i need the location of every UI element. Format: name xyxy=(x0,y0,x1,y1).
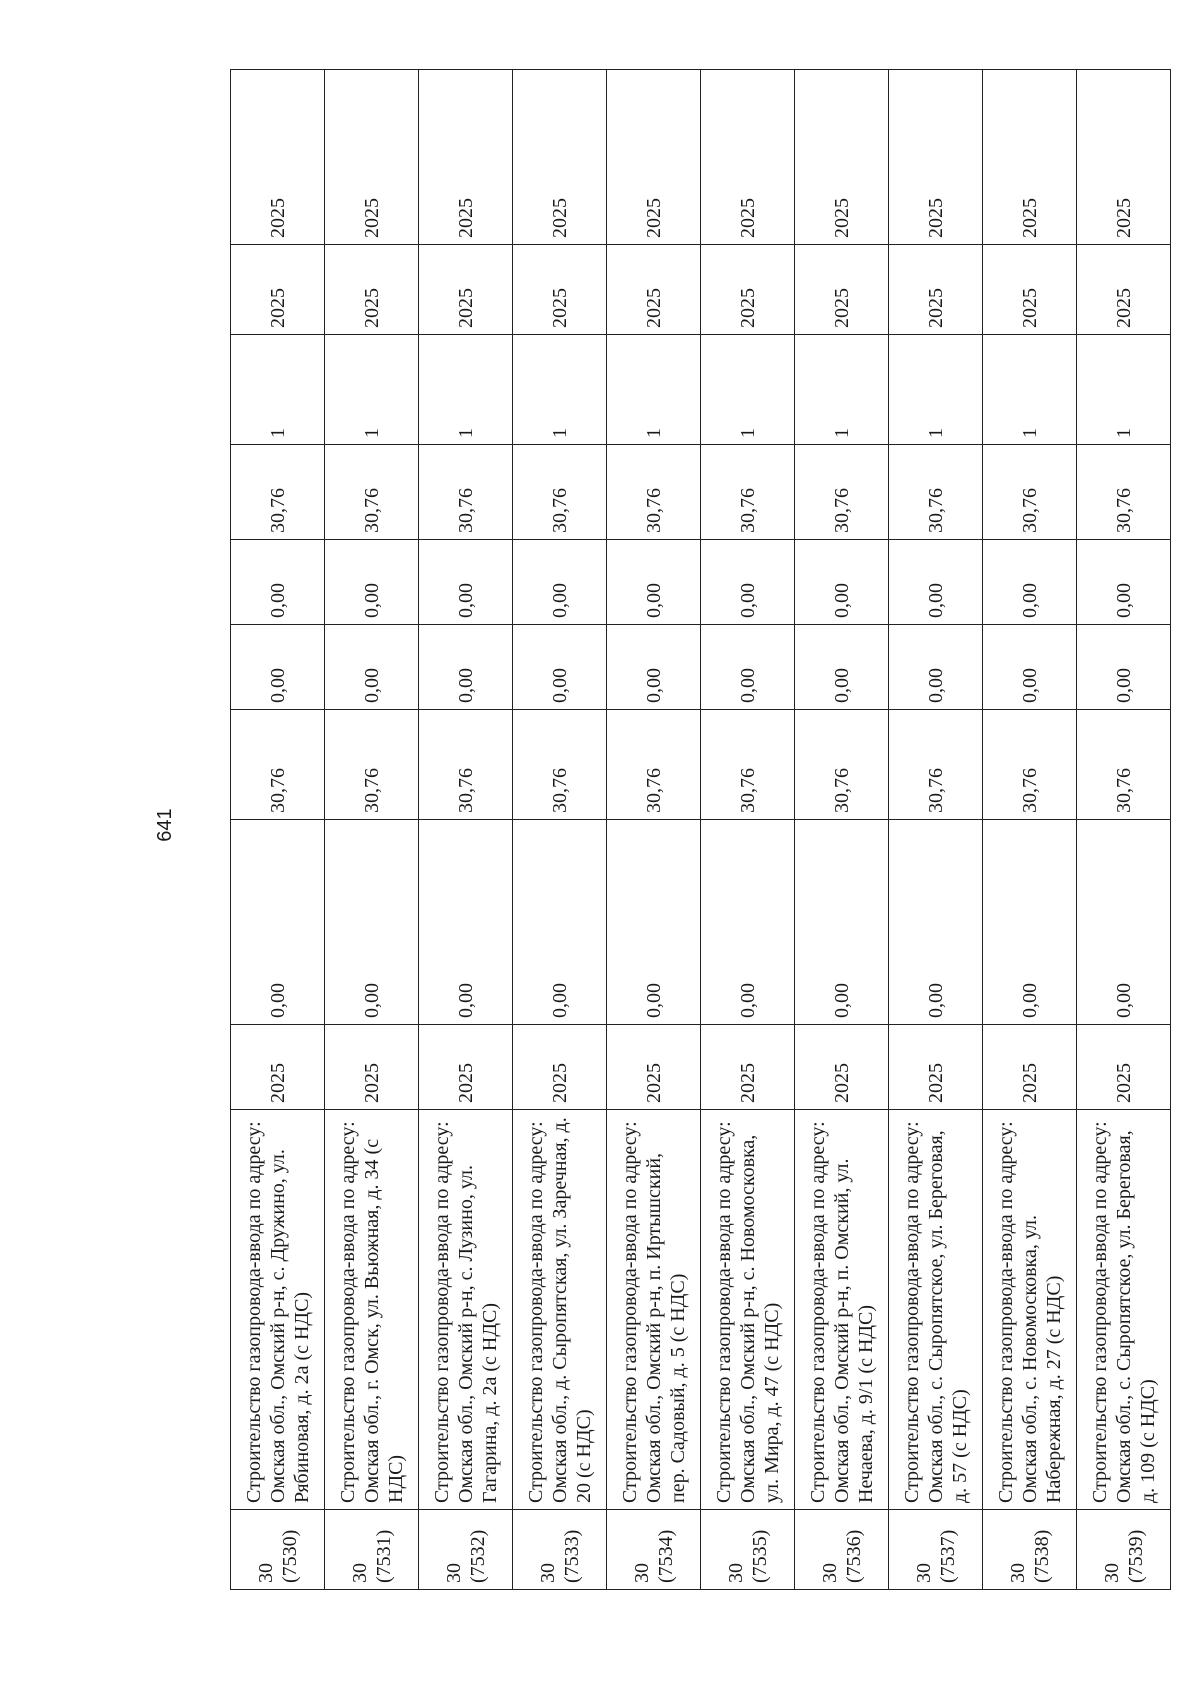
row-number: 30 xyxy=(536,1563,559,1583)
row-value-3: 0,00 xyxy=(983,625,1077,710)
row-year-end: 2025 xyxy=(701,70,795,245)
table-row xyxy=(231,70,325,1590)
investment-table xyxy=(230,69,1171,1590)
row-code: (7532) xyxy=(466,1529,489,1583)
row-value-4: 0,00 xyxy=(325,540,419,625)
row-description: Строительство газопровода-ввода по адресу: Омская обл., Омский р-н, с. Дружино, ул. Рябиновая, д. 2а (с НДС) xyxy=(231,1110,325,1510)
row-value-2: 30,76 xyxy=(983,710,1077,820)
row-year-end: 2025 xyxy=(231,70,325,245)
row-number-cell xyxy=(607,1510,701,1590)
table-row xyxy=(701,70,795,1590)
row-year-start: 2025 xyxy=(701,245,795,335)
row-value-5: 30,76 xyxy=(513,445,607,540)
row-value-5: 30,76 xyxy=(701,445,795,540)
row-number-cell xyxy=(701,1510,795,1590)
row-year: 2025 xyxy=(889,1025,983,1110)
row-value-4: 0,00 xyxy=(231,540,325,625)
row-code: (7535) xyxy=(748,1529,771,1583)
row-value-4: 0,00 xyxy=(607,540,701,625)
row-year-start: 2025 xyxy=(1077,245,1171,335)
row-code: (7534) xyxy=(654,1529,677,1583)
row-year-end: 2025 xyxy=(419,70,513,245)
row-number: 30 xyxy=(1100,1563,1123,1583)
row-year: 2025 xyxy=(513,1025,607,1110)
row-value-3: 0,00 xyxy=(889,625,983,710)
row-number-cell xyxy=(983,1510,1077,1590)
rotated-page xyxy=(150,70,1159,1590)
row-number: 30 xyxy=(724,1563,747,1583)
row-description: Строительство газопровода-ввода по адресу: Омская обл., Омский р-н, п. Иртышский, пер. Садовый, д. 5 (с НДС) xyxy=(607,1110,701,1510)
row-description: Строительство газопровода-ввода по адресу: Омская обл., с. Новомосковка, ул. Набережная, д. 27 (с НДС) xyxy=(983,1110,1077,1510)
row-year-start: 2025 xyxy=(231,245,325,335)
row-year-start: 2025 xyxy=(325,245,419,335)
row-value-1: 0,00 xyxy=(325,820,419,1025)
row-year-end: 2025 xyxy=(795,70,889,245)
row-value-4: 0,00 xyxy=(1077,540,1171,625)
row-year-start: 2025 xyxy=(419,245,513,335)
row-year-end: 2025 xyxy=(325,70,419,245)
row-value-4: 0,00 xyxy=(701,540,795,625)
row-value-3: 0,00 xyxy=(325,625,419,710)
row-number-cell xyxy=(231,1510,325,1590)
row-count: 1 xyxy=(513,335,607,445)
row-number-cell xyxy=(889,1510,983,1590)
row-count: 1 xyxy=(983,335,1077,445)
table-row xyxy=(983,70,1077,1590)
row-value-3: 0,00 xyxy=(419,625,513,710)
row-year-start: 2025 xyxy=(607,245,701,335)
row-value-1: 0,00 xyxy=(513,820,607,1025)
row-year: 2025 xyxy=(1077,1025,1171,1110)
row-year: 2025 xyxy=(795,1025,889,1110)
row-year: 2025 xyxy=(701,1025,795,1110)
row-number-cell xyxy=(513,1510,607,1590)
row-value-1: 0,00 xyxy=(419,820,513,1025)
row-count: 1 xyxy=(1077,335,1171,445)
row-value-3: 0,00 xyxy=(795,625,889,710)
page-number: 641 xyxy=(154,808,176,842)
table-row xyxy=(419,70,513,1590)
row-code: (7533) xyxy=(560,1529,583,1583)
table-row xyxy=(889,70,983,1590)
table-row xyxy=(795,70,889,1590)
row-count: 1 xyxy=(795,335,889,445)
row-value-5: 30,76 xyxy=(231,445,325,540)
row-value-5: 30,76 xyxy=(419,445,513,540)
row-count: 1 xyxy=(701,335,795,445)
row-number-cell xyxy=(795,1510,889,1590)
row-description: Строительство газопровода-ввода по адресу: Омская обл., с. Сыропятское, ул. Береговая, д. 57 (с НДС) xyxy=(889,1110,983,1510)
row-year-start: 2025 xyxy=(513,245,607,335)
row-year-end: 2025 xyxy=(889,70,983,245)
table-row xyxy=(607,70,701,1590)
row-number: 30 xyxy=(912,1563,935,1583)
row-code: (7530) xyxy=(278,1529,301,1583)
row-value-5: 30,76 xyxy=(607,445,701,540)
row-year: 2025 xyxy=(325,1025,419,1110)
row-value-4: 0,00 xyxy=(889,540,983,625)
row-value-3: 0,00 xyxy=(231,625,325,710)
row-count: 1 xyxy=(325,335,419,445)
row-description: Строительство газопровода-ввода по адресу: Омская обл., Омский р-н, с. Лузино, ул. Гагарина, д. 2а (с НДС) xyxy=(419,1110,513,1510)
row-value-2: 30,76 xyxy=(889,710,983,820)
row-code: (7538) xyxy=(1030,1529,1053,1583)
row-description: Строительство газопровода-ввода по адресу: Омская обл., Омский р-н, с. Новомосковка, ул. Мира, д. 47 (с НДС) xyxy=(701,1110,795,1510)
row-year: 2025 xyxy=(231,1025,325,1110)
row-code: (7536) xyxy=(842,1529,865,1583)
table-body xyxy=(231,70,1171,1590)
row-number: 30 xyxy=(254,1563,277,1583)
row-value-2: 30,76 xyxy=(701,710,795,820)
row-value-3: 0,00 xyxy=(701,625,795,710)
row-value-2: 30,76 xyxy=(607,710,701,820)
row-value-5: 30,76 xyxy=(1077,445,1171,540)
row-number-cell xyxy=(419,1510,513,1590)
row-year-end: 2025 xyxy=(983,70,1077,245)
row-value-1: 0,00 xyxy=(701,820,795,1025)
row-value-5: 30,76 xyxy=(983,445,1077,540)
row-value-2: 30,76 xyxy=(325,710,419,820)
row-value-5: 30,76 xyxy=(325,445,419,540)
row-description: Строительство газопровода-ввода по адресу: Омская обл., Омский р-н, п. Омский, ул. Нечаева, д. 9/1 (с НДС) xyxy=(795,1110,889,1510)
row-year-start: 2025 xyxy=(983,245,1077,335)
table-row xyxy=(325,70,419,1590)
row-year-end: 2025 xyxy=(513,70,607,245)
row-description: Строительство газопровода-ввода по адресу: Омская обл., д. Сыропятская, ул. Заречная, д. 20 (с НДС) xyxy=(513,1110,607,1510)
row-value-2: 30,76 xyxy=(419,710,513,820)
row-year: 2025 xyxy=(607,1025,701,1110)
row-count: 1 xyxy=(419,335,513,445)
row-code: (7531) xyxy=(372,1529,395,1583)
row-value-2: 30,76 xyxy=(1077,710,1171,820)
row-value-1: 0,00 xyxy=(983,820,1077,1025)
row-number: 30 xyxy=(818,1563,841,1583)
row-value-4: 0,00 xyxy=(419,540,513,625)
row-value-4: 0,00 xyxy=(983,540,1077,625)
row-value-4: 0,00 xyxy=(513,540,607,625)
row-number: 30 xyxy=(1006,1563,1029,1583)
row-value-1: 0,00 xyxy=(231,820,325,1025)
row-count: 1 xyxy=(607,335,701,445)
row-code: (7537) xyxy=(936,1529,959,1583)
row-value-2: 30,76 xyxy=(513,710,607,820)
row-value-3: 0,00 xyxy=(513,625,607,710)
row-number-cell xyxy=(325,1510,419,1590)
row-count: 1 xyxy=(889,335,983,445)
row-value-5: 30,76 xyxy=(795,445,889,540)
row-description: Строительство газопровода-ввода по адресу: Омская обл., с. Сыропятское, ул. Береговая, д. 109 (с НДС) xyxy=(1077,1110,1171,1510)
row-number-cell xyxy=(1077,1510,1171,1590)
row-value-2: 30,76 xyxy=(795,710,889,820)
row-year-start: 2025 xyxy=(889,245,983,335)
row-number: 30 xyxy=(630,1563,653,1583)
row-value-2: 30,76 xyxy=(231,710,325,820)
row-count: 1 xyxy=(231,335,325,445)
row-code: (7539) xyxy=(1124,1529,1147,1583)
row-value-1: 0,00 xyxy=(795,820,889,1025)
row-year-end: 2025 xyxy=(607,70,701,245)
row-year: 2025 xyxy=(983,1025,1077,1110)
row-value-1: 0,00 xyxy=(889,820,983,1025)
row-number: 30 xyxy=(442,1563,465,1583)
row-year: 2025 xyxy=(419,1025,513,1110)
row-year-end: 2025 xyxy=(1077,70,1171,245)
row-value-3: 0,00 xyxy=(1077,625,1171,710)
row-value-3: 0,00 xyxy=(607,625,701,710)
row-value-1: 0,00 xyxy=(1077,820,1171,1025)
row-year-start: 2025 xyxy=(795,245,889,335)
row-value-4: 0,00 xyxy=(795,540,889,625)
table-row xyxy=(1077,70,1171,1590)
row-value-1: 0,00 xyxy=(607,820,701,1025)
table-row xyxy=(513,70,607,1590)
row-description: Строительство газопровода-ввода по адресу: Омская обл., г. Омск, ул. Вьюжная, д. 34 (с НДС) xyxy=(325,1110,419,1510)
row-number: 30 xyxy=(348,1563,371,1583)
row-value-5: 30,76 xyxy=(889,445,983,540)
